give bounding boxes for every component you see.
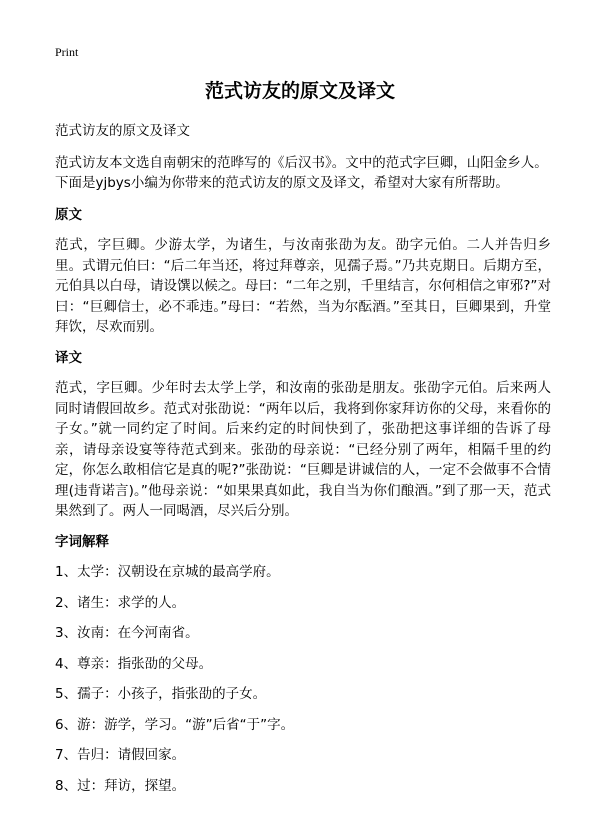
article-subtitle: 范式访友的原文及译文 bbox=[55, 123, 190, 139]
glossary-heading: 字词解释 bbox=[55, 533, 109, 550]
glossary-item: 7、告归：请假回家。 bbox=[55, 747, 186, 763]
page-title: 范式访友的原文及译文 bbox=[204, 80, 395, 102]
article-body bbox=[55, 121, 551, 806]
original-text-heading: 原文 bbox=[55, 206, 82, 223]
glossary-item: 6、游：游学，学习。“游”后省“于”字。 bbox=[55, 716, 295, 733]
glossary-item: 4、尊亲：指张劭的父母。 bbox=[55, 655, 213, 672]
original-text-paragraph: 范式，字巨卿。少游太学，为诸生，与汝南张劭为友。劭字元伯。二人并告归乡里。式谓元伯曰：“后二年当还，将过拜尊亲，见孺子焉。”乃共克期日。后期方至，元伯具以白母，请设馔以候之。母曰：“二年之别，千里结言，尔何相信之审邪?”对曰：“巨卿信士，必不乖违。”母曰：“若然，当为尔酝酒。”至其日，巨卿果到，升堂拜饮，尽欢而别。 bbox=[55, 237, 551, 335]
translation-paragraph: 范式，字巨卿。少年时去太学上学，和汝南的张劭是朋友。张劭字元伯。后来两人同时请假回故乡。范式对张劭说：“两年以后，我将到你家拜访你的父母，来看你的子女。”就一同约定了时间。后来约定的时间快到了，张劭把这事详细的告诉了母亲，请母亲设宴等待范式到来。张劭的母亲说：“已经分别了两年，相隔千里的约定，你怎么敢相信它是真的呢?”张劭说：“巨卿是讲诚信的人，一定不会做事不合情理(违背诺言)。”他母亲说：“如果果真如此，我自当为你们酿酒。”到了那一天，范式果然到了。两人一同喝酒，尽兴后分别。 bbox=[55, 380, 551, 519]
translation-heading: 译文 bbox=[55, 349, 82, 366]
print-link[interactable]: Print bbox=[55, 45, 79, 59]
intro-paragraph: 范式访友本文选自南朝宋的范晔写的《后汉书》。文中的范式字巨卿，山阳金乡人。下面是yjbys小编为你带来的范式访友的原文及译文，希望对大家有所帮助。 bbox=[55, 154, 548, 191]
glossary-list bbox=[55, 562, 551, 796]
glossary-item: 2、诸生：求学的人。 bbox=[55, 594, 186, 611]
glossary-item: 3、汝南：在今河南省。 bbox=[55, 625, 199, 641]
glossary-item: 1、太学：汉朝设在京城的最高学府。 bbox=[55, 564, 280, 580]
glossary-item: 8、过：拜访，探望。 bbox=[55, 777, 186, 794]
glossary-item: 5、孺子：小孩子，指张劭的子女。 bbox=[55, 686, 267, 702]
